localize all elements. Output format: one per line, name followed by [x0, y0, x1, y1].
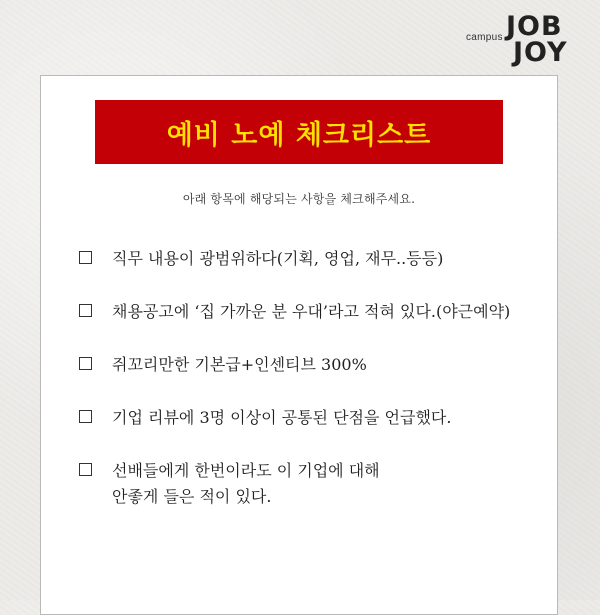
- checklist-item-text: [112, 246, 443, 272]
- checklist-item: [79, 352, 547, 378]
- page-title: 예비 노예 체크리스트: [166, 119, 432, 151]
- brand-joy-text: JOY: [513, 37, 568, 68]
- checklist-item-line: 직무 내용이 광범위하다(기획, 영업, 재무..등등): [112, 249, 444, 268]
- checkbox[interactable]: [79, 463, 92, 476]
- checkbox[interactable]: [79, 357, 92, 370]
- title-banner: [95, 100, 503, 164]
- checklist-item: [79, 458, 547, 510]
- brand-campus-text: campus: [466, 32, 503, 43]
- brand-job-text: JOB: [506, 11, 563, 42]
- checklist-item-line: 쥐꼬리만한 기본급+인센티브 300%: [112, 355, 367, 374]
- checklist-item: [79, 299, 547, 325]
- checklist-item: [79, 405, 547, 431]
- instruction-text: 아래 항목에 해당되는 사항을 체크해주세요.: [182, 192, 416, 206]
- checklist-item: [79, 246, 547, 272]
- checklist-item-line: 안좋게 들은 적이 있다.: [112, 487, 272, 506]
- checkbox[interactable]: [79, 410, 92, 423]
- checklist-item-line: 채용공고에 ‘집 가까운 분 우대’라고 적혀 있다.(야근예약): [112, 302, 511, 321]
- checklist-item-text: [112, 405, 451, 431]
- checklist-item-text: [112, 352, 367, 378]
- checklist-item-line: 기업 리뷰에 3명 이상이 공통된 단점을 언급했다.: [112, 408, 452, 427]
- brand-logo: [466, 10, 578, 70]
- checklist-item-line: 선배들에게 한번이라도 이 기업에 대해: [112, 461, 380, 480]
- checklist: [79, 246, 547, 537]
- checkbox[interactable]: [79, 251, 92, 264]
- checklist-item-text: [112, 458, 380, 510]
- checkbox[interactable]: [79, 304, 92, 317]
- checklist-paper: [40, 75, 558, 615]
- checklist-item-text: [112, 299, 510, 325]
